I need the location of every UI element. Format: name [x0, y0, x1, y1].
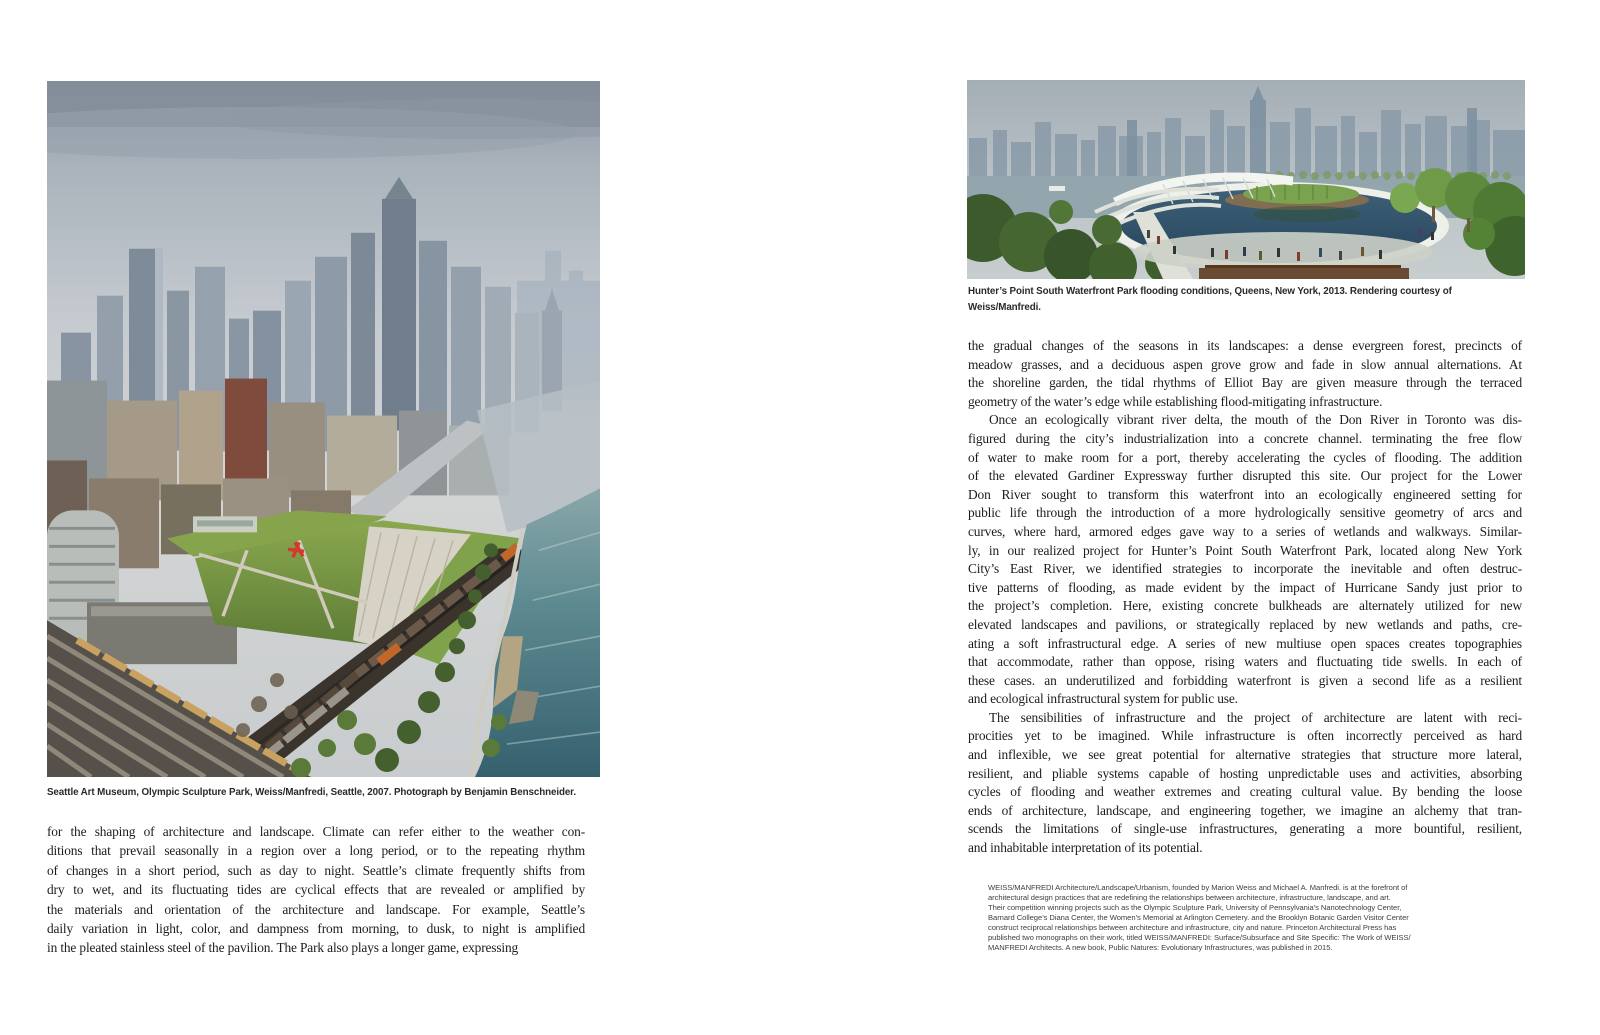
text-line: figured during the city’s industrialization into a concrete channel. terminating the free flow [968, 430, 1522, 446]
text-line: scends the limitations of single-use infrastructures, generating a more bountiful, resilient, [968, 821, 1522, 837]
text-line: and inhabitable interpretation of its potential. [968, 840, 1203, 856]
text-line: ditions that prevail seasonally in a region over a long period, or to the repeating rhythm [47, 843, 585, 859]
text-line: construct reciprocal relationships between architecture and infrastructure, city and nature. Princeton Architectural Press has [988, 923, 1397, 932]
text-line: the project’s completion. Here, existing concrete bulkheads are alternately utilized for new [968, 598, 1522, 614]
text-line: procities yet to be imagined. While infrastructure is often incorrectly perceived as hard [968, 728, 1522, 744]
text-line: meadow grasses, and a deciduous aspen grove grow and fade in slow annual alternations. At [968, 356, 1522, 372]
hunters-point-art [967, 80, 1525, 279]
text-line: cycles of flooding and weather extremes and creating cultural value. By bending the loose [968, 784, 1522, 800]
text-line: public life through the introduction of a more hydrologically sensitive geometry of arcs and [968, 505, 1522, 521]
body-text-right [968, 337, 1522, 858]
text-line: WEISS/MANFREDI Architecture/Landscape/Urbanism, founded by Marion Weiss and Michael A. Manfredi. is at the forefront of [988, 883, 1408, 892]
text-line: published two monographs on their work, titled WEISS/MANFREDI: Surface/Subsurface and Site Specific: The Work of WEISS/ [988, 933, 1411, 942]
text-line: architectural design practices that are redefining the relationships between architecture, infrastructure, landscape, and art. [988, 893, 1391, 902]
text-line: Barnard College’s Diana Center, the Women’s Memorial at Arlington Cemetery. and the Brooklyn Botanic Garden Visitor Center [988, 913, 1409, 922]
text-line: the materials and orientation of the architecture and landscape. For example, Seattle’s [47, 901, 585, 917]
text-line: Don River sought to transform this waterfront into an ecologically engineered setting for [968, 486, 1522, 502]
text-line: Weiss/Manfredi. [968, 301, 1041, 313]
text-line: and ecological infrastructural system for public use. [968, 691, 1238, 707]
text-line: daily variation in light, color, and dampness from morning, to dusk, to night is amplified [47, 921, 585, 937]
text-line: the gradual changes of the seasons in its landscapes: a dense evergreen forest, precincts of [968, 338, 1522, 353]
text-line: Hunter’s Point South Waterfront Park flooding conditions, Queens, New York, 2013. Rendering courtesy of [968, 286, 1452, 297]
text-line: The sensibilities of infrastructure and the project of architecture are latent with reci- [989, 709, 1522, 725]
text-line: for the shaping of architecture and landscape. Climate can refer either to the weather con- [47, 824, 585, 839]
text-line: tive patterns of flooding, as made evident by the impact of Hurricane Sandy just prior to [968, 579, 1522, 595]
text-line: and inflexible, we see great potential for alternative strategies that structure more lateral, [968, 747, 1522, 763]
text-line: the shoreline garden, the tidal rhythms of Elliot Bay are given measure through the terraced [968, 375, 1522, 391]
text-line: in the pleated stainless steel of the pavilion. The Park also plays a longer game, expressing [47, 940, 519, 956]
text-line: elevated landscapes and pavilions, or strategically replaced by new wetlands and paths, cre- [968, 616, 1522, 632]
text-line: ends of architecture, landscape, and engineering together, we imagine an alchemy that tran- [968, 802, 1522, 818]
seattle-photo-art [47, 81, 600, 777]
body-text-left [47, 822, 585, 958]
seattle-sculpture-park-photo [47, 81, 600, 777]
text-line: dry to wet, and its fluctuating tides are cyclical effects that are revealed or amplified by [47, 882, 585, 898]
text-line: geometry of the water’s edge while establishing flood-mitigating infrastructure. [968, 393, 1383, 409]
text-line: ly, in our realized project for Hunter’s Point South Waterfront Park, located along New York [968, 542, 1522, 558]
text-line: curves, where hard, armored edges gave way to a series of wetlands and walkways. Similar- [968, 523, 1522, 539]
text-line: of water to make room for a port, thereby accelerating the cycles of flooding. The addition [968, 449, 1522, 465]
text-line: City’s East River, we identified strategies to incorporate the inevitable and often destruc- [968, 561, 1522, 577]
hunters-point-rendering-photo [967, 80, 1525, 279]
caption-right [968, 284, 1530, 315]
text-line: that accommodate, rather than oppose, rising waters and fluctuating tide swells. In each of [968, 654, 1522, 670]
author-bio [988, 883, 1440, 953]
text-line: of changes in a short period, such as day to night. Seattle’s climate frequently shifts from [47, 862, 585, 878]
text-line: resilient, and pliable systems capable of hosting unpredictable uses and activities, absorbing [968, 765, 1522, 781]
text-line: Their competition winning projects such as the Olympic Sculpture Park, University of Pennsylvania’s Nanotechnology Center, [988, 903, 1402, 912]
text-line: Once an ecologically vibrant river delta, the mouth of the Don River in Toronto was dis- [989, 412, 1522, 428]
text-line: of the elevated Gardiner Expressway further disrupted this site. Our project for the Lower [968, 468, 1522, 484]
text-line: these cases. an underutilized and forbidding waterfront is given a second life as a resilient [968, 672, 1522, 688]
caption-left: Seattle Art Museum, Olympic Sculpture Park, Weiss/Manfredi, Seattle, 2007. Photograph by Benjamin Benschneider. [47, 787, 576, 798]
text-line: ating a soft infrastructural edge. A series of new multiuse open spaces creates topographies [968, 635, 1522, 651]
text-line: MANFREDI Architects. A new book, Public Natures: Evolutionary Infrastructures, was published in 2015. [988, 943, 1333, 952]
